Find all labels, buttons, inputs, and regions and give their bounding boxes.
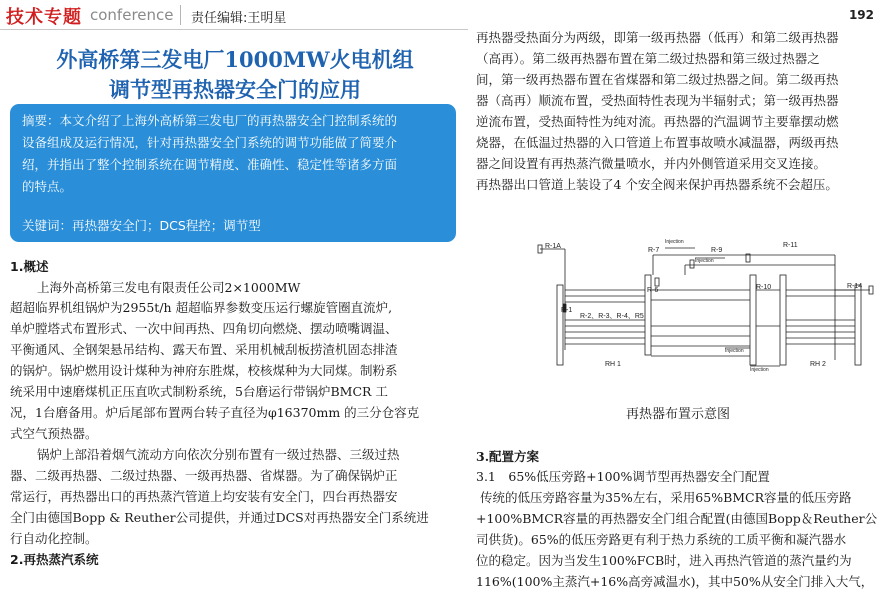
body-line: 再热器出口管道上装设了4 个安全阀来保护再热器系统不会超压。	[476, 177, 838, 192]
body-line: 116%(100%主蒸汽+16%高旁减温水)，其中50%从安全门排入大气，	[476, 574, 874, 589]
body-line: 器、二级再热器、二级过热器、一级再热器、省煤器。为了确保锅炉正	[10, 468, 398, 483]
body-line: 司供货)。65%的低压旁路更有利于热力系统的工质平衡和凝汽器水	[476, 532, 847, 547]
body-line: 位的稳定。因为当发生100%FCB时，进入再热汽管道的蒸汽量约为	[476, 553, 852, 568]
page-number: 192	[848, 8, 874, 22]
label-r10: R-10	[756, 284, 772, 291]
body-line: 再热器受热面分为两级，即第一级再热器（低再）和第二级再热器	[476, 30, 839, 45]
label-injection: Injection	[665, 239, 684, 245]
subsection-heading: 3.1 65%低压旁路+100%调节型再热器安全门配置	[476, 469, 770, 484]
body-line: 器（高再）顺流布置，受热面特性表现为半辐射式；第一级再热器	[476, 93, 839, 108]
abstract-line: 的特点。	[22, 179, 73, 194]
body-line: 常运行，再热器出口的再热蒸汽管道上均安装有安全门，四台再热器安	[10, 489, 398, 504]
abstract-line: 绍，并指出了整个控制系统在调节精度、准确性、稳定性等诸多方面	[22, 157, 398, 172]
body-line: （高再）。第二级再热器布置在第二级过热器和第三级过热器之	[476, 51, 820, 66]
article-title-line1: 外高桥第三发电厂1000MW火电机组	[56, 47, 414, 72]
label-injection: Injection	[695, 258, 714, 264]
label-r2-r5: R-2、R-3、R-4、R5	[580, 313, 644, 320]
section-heading-reheat: 2.再热蒸汽系统	[10, 552, 99, 567]
body-line: 超超临界机组锅炉为2955t/h 超超临界参数变压运行螺旋管圈直流炉,	[10, 300, 393, 315]
page-header	[0, 0, 888, 30]
label-rh1: RH 1	[605, 361, 621, 368]
section-brand: 技术专题	[6, 7, 82, 28]
diagram-caption: 再热器布置示意图	[626, 406, 731, 421]
section-heading-config: 3.配置方案	[476, 449, 540, 464]
label-r9: R-9	[711, 247, 723, 254]
label-r7: R-7	[648, 247, 660, 254]
header-rule	[0, 29, 468, 30]
abstract-line: 摘要：本文介绍了上海外高桥第三发电厂的再热器安全门控制系统的	[22, 113, 398, 128]
header-divider	[180, 5, 181, 25]
label-rh2: RH 2	[810, 361, 826, 368]
section-brand-en: conference	[90, 6, 174, 24]
body-line: 间，第一级再热器布置在省煤器和第二级过热器之间。第二级再热	[476, 72, 839, 87]
body-line: +100%BMCR容量的再热器安全门组合配置(由德国Bopp＆Reuther公	[476, 511, 878, 526]
reheater-layout-diagram	[535, 230, 880, 380]
body-line: 全门由德国Bopp & Reuther公司提供，并通过DCS对再热器安全门系统进	[10, 510, 429, 525]
body-line: 行自动化控制。	[10, 531, 98, 546]
label-r11: R-11	[783, 242, 798, 249]
section-heading-overview: 1.概述	[10, 259, 49, 274]
abstract-line: 设备组成及运行情况，针对再热器安全门系统的调节功能做了简要介	[22, 135, 398, 150]
body-line: 式空气预热器。	[10, 426, 98, 441]
label-injection: Injection	[725, 348, 744, 354]
label-r1a: R-1A	[545, 243, 561, 250]
body-line: 逆流布置，受热面特性为纯对流。再热器的汽温调节主要靠摆动燃	[476, 114, 839, 129]
article-title-line2: 调节型再热器安全门的应用	[109, 77, 361, 102]
body-line: 平衡通风、全钢架悬吊结构、露天布置、采用机械刮板捞渣机固态排渣	[10, 342, 398, 357]
body-line: 统采用中速磨煤机正压直吹式制粉系统，5台磨运行带锅炉BMCR 工	[10, 384, 388, 399]
abstract-box	[10, 104, 456, 242]
body-line: 传统的低压旁路容量为35%左右，采用65%BMCR容量的低压旁路	[480, 490, 852, 505]
editor-credit: 责任编辑:王明星	[191, 11, 287, 26]
body-line: 上海外高桥第三发电有限责任公司2×1000MW	[37, 280, 301, 295]
body-line: 烧器，在低温过热器的入口管道上布置事故喷水减温器，两级再热	[476, 135, 839, 150]
body-line: 器之间设置有再热蒸汽微量喷水，并内外侧管道采用交叉连接。	[476, 156, 827, 171]
body-line: 锅炉上部沿着烟气流动方向依次分别布置有一级过热器、三级过热	[37, 447, 400, 462]
keywords: 关键词：再热器安全门；DCS程控；调节型	[22, 218, 261, 233]
body-line: 的锅炉。锅炉燃用设计煤种为神府东胜煤，校核煤种为大同煤。制粉系	[10, 363, 398, 378]
body-line: 况，1台磨备用。炉后尾部布置两台转子直径为φ16370mm 的三分仓容克	[10, 405, 420, 420]
label-r14: R-14	[847, 283, 863, 290]
abstract-text	[22, 110, 446, 198]
body-line: 单炉膛塔式布置形式、一次中间再热、四角切向燃烧、摆动喷嘴调温、	[10, 321, 398, 336]
label-r1: R-1	[561, 307, 573, 314]
label-injection: Injection	[750, 367, 769, 373]
label-r6: R-6	[647, 287, 659, 294]
